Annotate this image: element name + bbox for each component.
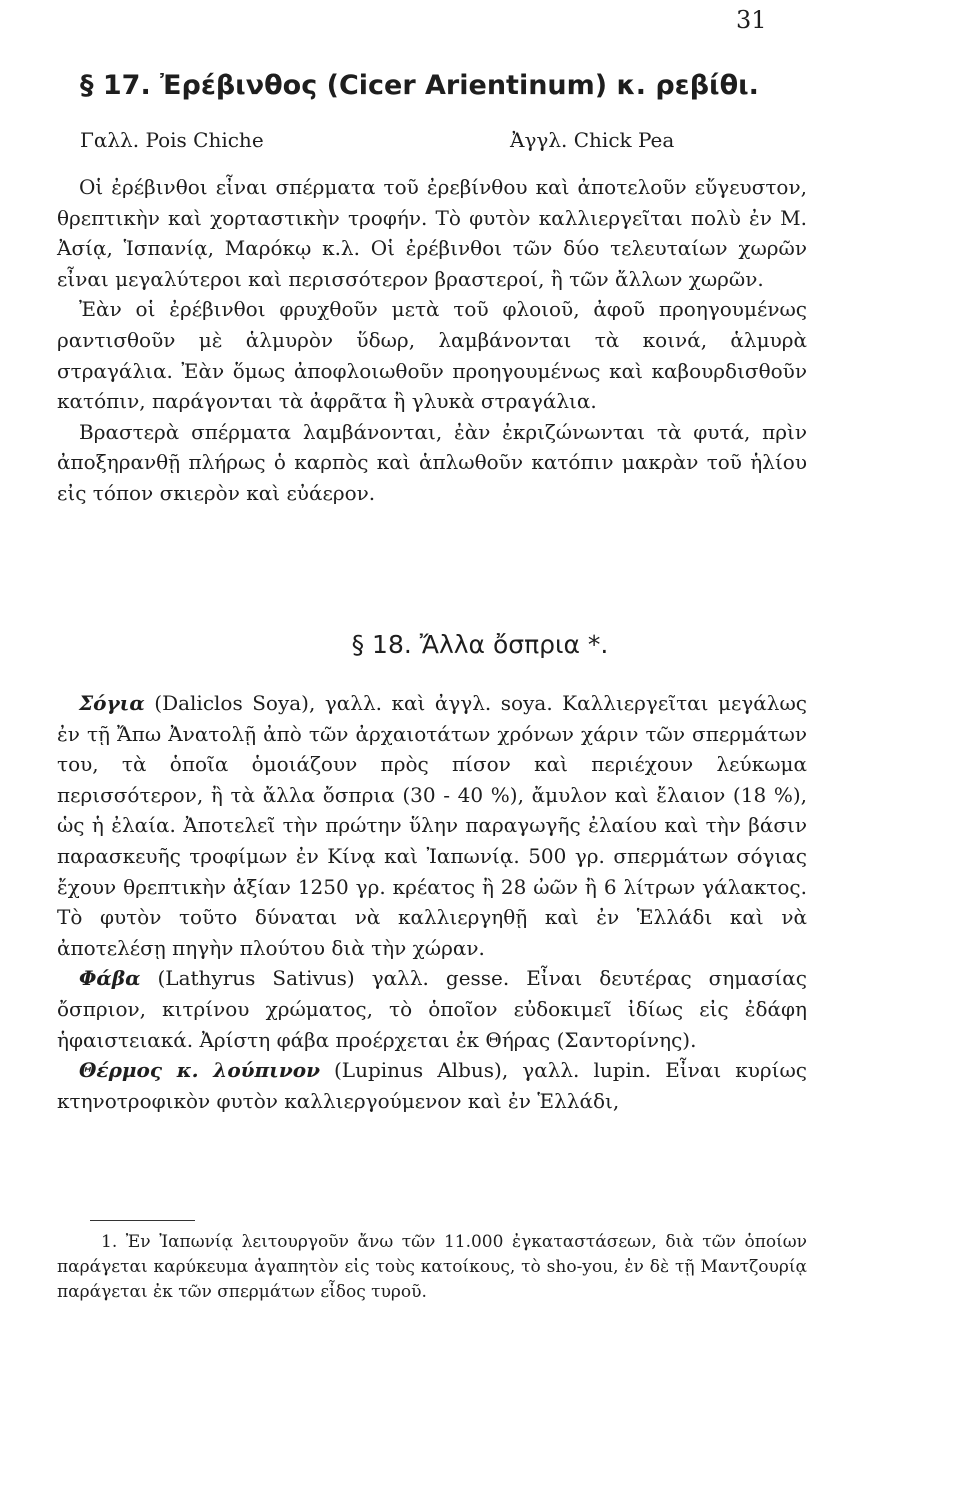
entry-text: (Lupinus Albus), γαλλ. lupin. Εἶναι κυρίως κτηνοτροφικὸν φυτὸν καλλιεργούμενον καὶ ἐν Ἑλλάδι, [57, 1058, 807, 1113]
section-18-body [57, 688, 807, 1116]
page-number: 31 [736, 6, 767, 34]
paragraph: Οἱ ἐρέβινθοι εἶναι σπέρματα τοῦ ἐρεβίνθου καὶ ἀποτελοῦν εὔγευστον, θρεπτικὴν καὶ χορταστικὴν τροφήν. Τὸ φυτὸν καλλιεργεῖται πολὺ ἐν Μ. Ἀσίᾳ, Ἱσπανίᾳ, Μαρόκῳ κ.λ. Οἱ ἐρέβινθοι τῶν δύο τελευταίων χωρῶν εἶναι μεγαλύτεροι καὶ περισσότερον βραστεροί, ἢ τῶν ἄλλων χωρῶν. [57, 175, 807, 291]
paragraph: Ἐὰν οἱ ἐρέβινθοι φρυχθοῦν μετὰ τοῦ φλοιοῦ, ἀφοῦ προηγουμένως ραντισθοῦν μὲ ἁλμυρὸν ὕδωρ, λαμβάνονται τὰ κοινά, ἁλμυρὰ στραγάλια. Ἐὰν ὅμως ἀποφλοιωθοῦν προηγουμένως καὶ καβουρδισθοῦν κατόπιν, παράγονται τὰ ἀφρᾶτα ἢ γλυκὰ στραγάλια. [57, 297, 807, 414]
section-18-heading: § 18. Ἄλλα ὄσπρια *. [351, 630, 609, 659]
entry-term: Φάβα [79, 966, 141, 991]
french-name: Γαλλ. Pois Chiche [80, 128, 264, 152]
footnote-divider [90, 1220, 195, 1221]
entry-text: (Lathyrus Sativus) γαλλ. gesse. Εἶναι δευτέρας σημασίας ὄσπριον, κιτρίνου χρώματος, τὸ ὁποῖον εὐδοκιμεῖ ἰδίως εἰς ἐδάφη ἡφαιστειακά. Ἀρίστη φάβα προέρχεται ἐκ Θήρας (Σαντορίνης). [57, 966, 807, 1052]
entry-lupin [57, 1055, 807, 1116]
paragraph: Βραστερὰ σπέρματα λαμβάνονται, ἐὰν ἐκριζώνωνται τὰ φυτά, πρὶν ἀποξηρανθῇ πλήρως ὁ καρπὸς καὶ ἁπλωθοῦν κατόπιν μακρὰν τοῦ ἡλίου εἰς τόπον σκιερὸν καὶ εὐάερον. [57, 419, 807, 505]
entry-term: Σόγια [79, 691, 145, 715]
entry-text: (Daliclos Soya), γαλλ. καὶ ἀγγλ. soya. Καλλιεργεῖται μεγάλως ἐν τῇ Ἄπω Ἀνατολῇ ἀπὸ τῶν ἀρχαιοτάτων χρόνων χάριν τῶν σπερμάτων του, τὰ ὁποῖα ὁμοιάζουν πρὸς πίσον καὶ περιέχουν λεύκωμα περισσότερον, ἢ τὰ ἄλλα ὄσπρια (30 - 40 %), ἄμυλον καὶ ἔλαιον (18 %), ὡς ἡ ἐλαία. Ἀποτελεῖ τὴν πρώτην ὕλην παραγωγῆς ἐλαίου καὶ τὴν βάσιν παρασκευῆς τροφίμων ἐν Κίνᾳ καὶ Ἰαπωνίᾳ. 500 γρ. σπερμάτων σόγιας ἔχουν θρεπτικὴν ἀξίαν 1250 γρ. κρέατος ἢ 28 ὠῶν ἢ 6 λίτρων γάλακτος. Τὸ φυτὸν τοῦτο δύναται νὰ καλλιεργηθῇ καὶ ἐν Ἑλλάδι καὶ νὰ ἀποτελέσῃ πηγὴν πλούτου διὰ τὴν χώραν. [57, 691, 807, 960]
common-names [80, 128, 800, 160]
entry-term: Θέρμος κ. λούπινον [79, 1058, 320, 1083]
section-17-heading: § 17. Ἐρέβινθος (Cicer Arientinum) κ. ρεβίθι. [80, 70, 759, 101]
entry-soya [57, 688, 807, 963]
footnote: 1. Ἐν Ἰαπωνίᾳ λειτουργοῦν ἄνω τῶν 11.000 ἐγκαταστάσεων, διὰ τῶν ὁποίων παράγεται καρύκευμα ἀγαπητὸν εἰς τοὺς κατοίκους, τὸ sho-you, ἐν δὲ τῇ Μαντζουρίᾳ παράγεται ἐκ τῶν σπερμάτων εἶδος τυροῦ. [57, 1232, 807, 1302]
english-name: Ἀγγλ. Chick Pea [510, 128, 675, 152]
section-17-body [57, 172, 807, 509]
entry-fava [57, 963, 807, 1055]
